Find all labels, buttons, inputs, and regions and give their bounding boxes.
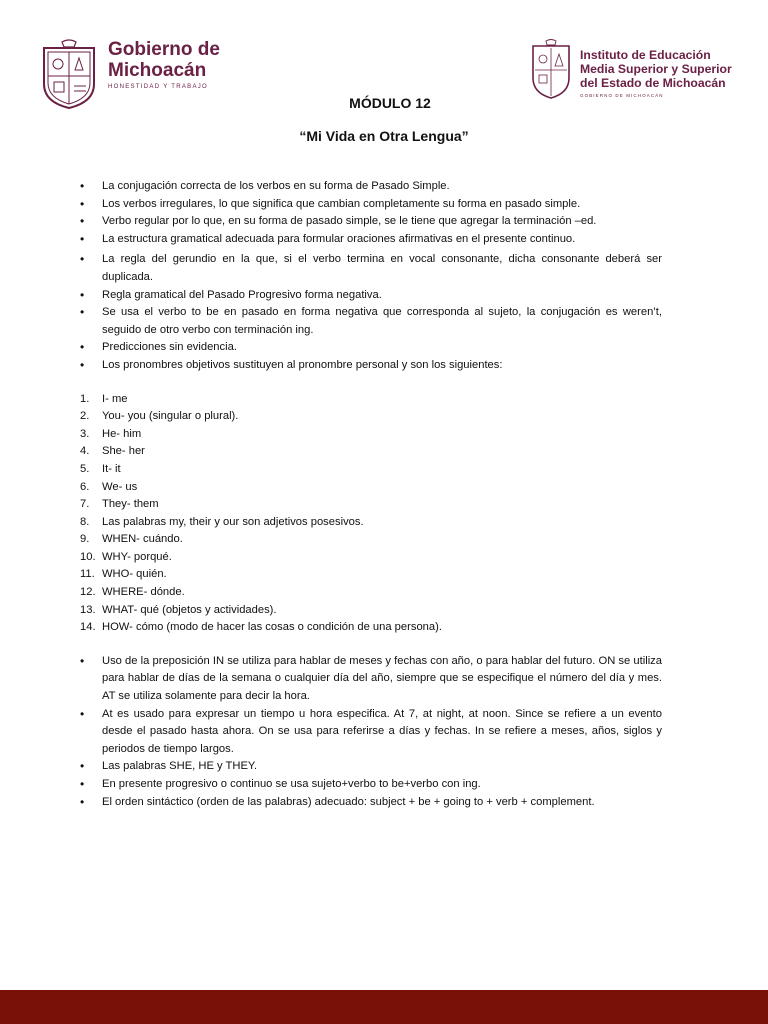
list-text: She- her (102, 445, 145, 458)
list-text: HOW- cómo (modo de hacer las cosas o condición de una persona). (102, 621, 442, 634)
list-item: • La regla del gerundio en la que, si el verbo termina en vocal consonante, dicha consonante deberá ser duplicada. (80, 251, 662, 286)
list-text: WHY- porqué. (102, 550, 172, 563)
list-item (80, 408, 662, 426)
list-item: • At es usado para expresar un tiempo u hora especifica. At 7, at night, at noon. Since se refiere a un evento desde el pasado hasta ahora. On se usa para referirse a días y fechas. In se refiere a meses, años, siglos y periodos de tiempo largos. (80, 706, 662, 759)
list-item: • Los pronombres objetivos sustituyen al pronombre personal y son los siguientes: (80, 357, 662, 375)
left-brand-tagline: HONESTIDAD Y TRABAJO (108, 84, 209, 90)
list-item: • Verbo regular por lo que, en su forma de pasado simple, se le tiene que agregar la terminación –ed. (80, 213, 662, 231)
right-brand-line1: Instituto de Educación (580, 48, 711, 62)
list-number: 11. (80, 568, 95, 581)
list-item (80, 496, 662, 514)
list-text: It- it (102, 462, 121, 475)
list-item (80, 514, 662, 532)
list-text: I- me (102, 392, 128, 405)
list-item: • Se usa el verbo to be en pasado en forma negativa que corresponda al sujeto, la conjugación es weren’t, seguido de otro verbo con terminación ing. (80, 304, 662, 339)
left-brand-line2: Michoacán (108, 60, 207, 81)
list-item (80, 602, 662, 620)
list-item: • Regla gramatical del Pasado Progresivo forma negativa. (80, 287, 662, 305)
list-number: 12. (80, 586, 96, 599)
list-text: We- us (102, 480, 138, 493)
list-text: WHERE- dónde. (102, 586, 185, 599)
list-item (80, 479, 662, 497)
list-item: • El orden sintáctico (orden de las palabras) adecuado: subject + be + going to + verb + complement. (80, 794, 662, 812)
list-item: • Predicciones sin evidencia. (80, 339, 662, 357)
list-number: 2. (80, 410, 90, 423)
list-item (80, 619, 662, 637)
left-brand-line1: Gobierno de (108, 39, 220, 60)
list-number: 5. (80, 462, 90, 475)
document-titles (0, 94, 768, 145)
right-brand-line2: Media Superior y Superior (580, 62, 732, 76)
list-item (80, 584, 662, 602)
list-text: He- him (102, 427, 142, 440)
list-number: 14. (80, 621, 96, 634)
list-number: 4. (80, 445, 90, 458)
list-item: • Uso de la preposición IN se utiliza para hablar de meses y fechas con año, o para hablar del futuro. ON se utiliza para hablar de días de la semana o cualquier día del año, siempre que se especifique el número del día y mes. AT se utiliza solamente para decir la hora. (80, 653, 662, 706)
list-text: WHAT- qué (objetos y actividades). (102, 603, 277, 616)
bullet-list-1 (80, 178, 662, 375)
list-item (80, 391, 662, 409)
list-item (80, 461, 662, 479)
left-brand (108, 39, 220, 90)
numbered-list (80, 391, 662, 637)
list-item: • La conjugación correcta de los verbos en su forma de Pasado Simple. (80, 178, 662, 196)
list-text: Las palabras my, their y our son adjetivos posesivos. (102, 515, 364, 528)
list-number: 13. (80, 603, 96, 616)
list-item (80, 443, 662, 461)
document-body (80, 178, 662, 811)
list-number: 10. (80, 550, 96, 563)
list-item: • Los verbos irregulares, lo que significa que cambian completamente su forma en pasado simple. (80, 196, 662, 214)
module-title: MÓDULO 12 (349, 95, 431, 111)
right-brand-line3: del Estado de Michoacán (580, 76, 726, 90)
list-item (80, 426, 662, 444)
list-number: 7. (80, 498, 90, 511)
list-text: They- them (102, 498, 159, 511)
list-number: 8. (80, 515, 90, 528)
list-text: WHO- quién. (102, 568, 167, 581)
list-item: • En presente progresivo o continuo se usa sujeto+verbo to be+verbo con ing. (80, 776, 662, 794)
list-number: 9. (80, 533, 90, 546)
footer-bar (0, 990, 768, 1024)
module-subtitle: “Mi Vida en Otra Lengua” (299, 128, 469, 144)
list-item: • Las palabras SHE, HE y THEY. (80, 758, 662, 776)
list-text: You- you (singular o plural). (102, 410, 239, 423)
list-item (80, 566, 662, 584)
list-item: • La estructura gramatical adecuada para formular oraciones afirmativas en el presente continuo. (80, 231, 662, 249)
list-text: WHEN- cuándo. (102, 533, 183, 546)
right-brand-tagline: GOBIERNO DE MICHOACÁN (580, 93, 664, 98)
list-number: 3. (80, 427, 90, 440)
bullet-list-2 (80, 653, 662, 811)
list-number: 1. (80, 392, 90, 405)
right-brand (580, 48, 732, 98)
list-item (80, 531, 662, 549)
list-item (80, 549, 662, 567)
institute-coat-of-arms-icon (530, 38, 572, 100)
list-number: 6. (80, 480, 90, 493)
